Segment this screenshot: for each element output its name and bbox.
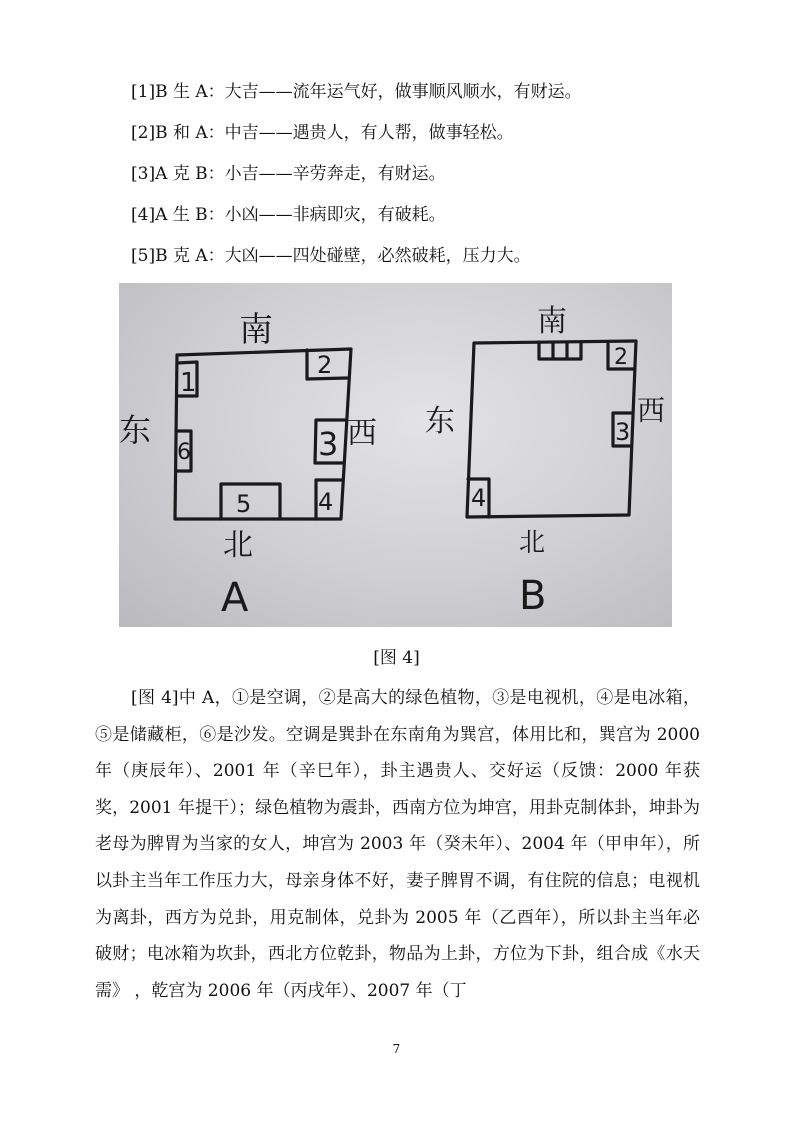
diagram-a-box-6-label: 6 (177, 440, 191, 465)
page-number: 7 (392, 1042, 401, 1056)
body-paragraph: [图 4]中 A，①是空调，②是高大的绿色植物，③是电视机，④是电冰箱，⑤是储藏柜，⑥是沙发。空调是巽卦在东南角为巽宫，体用比和，巽宫为 2000 年（庚辰年）、2001 年（辛巳年），卦主遇贵人、交好运（反馈：2000 年获奖，2001 年提干）；绿色植物为震卦，西南方位为坤宫，用卦克制体卦，坤卦为老母为脾胃为当家的女人，坤宫为 2003 年（癸未年）、2004 年（甲申年），所以卦主当年工作压力大，母亲身体不好，妻子脾胃不调，有住院的信息；电视机为离卦，西方为兑卦，用克制体，兑卦为 2005 年（乙酉年），所以卦主当年必破财；电冰箱为坎卦，西北方位乾卦，物品为上卦，方位为下卦，组合成《水天需》 ，乾宫为 2006 年（丙戌年）、2007 年（丁 (95, 688, 700, 1001)
diagram-b-label: B (519, 573, 547, 619)
rule-line-1: [1]B 生 A：大吉——流年运气好，做事顺风顺水，有财运。 (131, 82, 582, 102)
diagram-b-south-label: 南 (537, 304, 567, 339)
diagram-a-label: A (221, 575, 249, 621)
diagram-a-south-label: 南 (239, 310, 273, 350)
diagram-a-north-label: 北 (223, 528, 253, 563)
figure-caption: [图 4] (373, 648, 420, 668)
diagram-b-tick-mark (539, 342, 581, 359)
whiteboard-diagrams (119, 283, 672, 627)
rule-line-4: [4]A 生 B：小凶——非病即灾，有破耗。 (131, 205, 446, 225)
diagram-b-north-label: 北 (519, 528, 546, 558)
diagram-b-box-2-label: 2 (614, 345, 628, 370)
rule-line-2: [2]B 和 A：中吉——遇贵人，有人帮，做事轻松。 (131, 123, 514, 143)
diagram-a-box-3-label: 3 (318, 425, 339, 463)
figure-photo (119, 283, 672, 627)
diagram-b-east-label: 东 (425, 404, 455, 439)
diagram-a-box-5-label: 5 (236, 490, 252, 518)
rule-line-5: [5]B 克 A：大凶——四处碰壁，必然破耗，压力大。 (131, 246, 531, 266)
diagram-a-east-label: 东 (119, 411, 152, 449)
rule-line-3: [3]A 克 B：小吉——辛劳奔走，有财运。 (131, 164, 446, 184)
diagram-b-west-label: 西 (637, 394, 666, 427)
diagram-a-west-label: 西 (347, 416, 377, 451)
diagram-a-box-1-label: 1 (180, 368, 197, 398)
diagram-a-box-4-label: 4 (318, 488, 334, 516)
diagram-b-box-3-label: 3 (615, 418, 631, 446)
diagram-b-room (467, 341, 636, 517)
diagram-b-box-4-label: 4 (471, 484, 487, 512)
diagram-a-box-2-label: 2 (317, 351, 333, 379)
